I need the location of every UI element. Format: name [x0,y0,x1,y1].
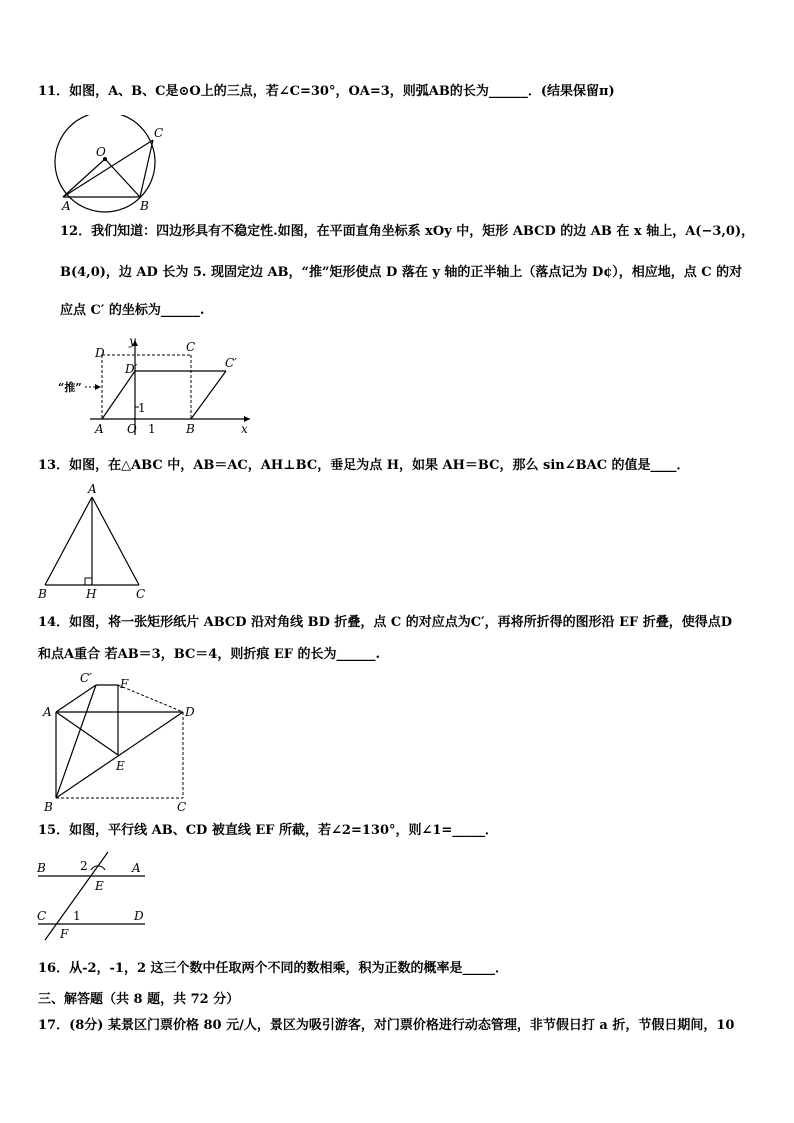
q15-label-f: F [60,927,69,941]
q12-label-d: D [95,346,105,360]
q11-label-c: C [154,126,164,140]
q14-line-2: 和点A重合 若AB＝3，BC＝4，则折痕 EF 的长为______. [38,647,381,662]
q15-label-a: A [132,861,141,875]
q13-text: 13．如图，在△ABC 中，AB＝AC，AH⊥BC，垂足为点 H，如果 AH＝BC，那么 sin∠BAC 的值是____． [38,458,690,473]
q14-label-d: D [185,705,195,719]
q14-label-b: B [44,800,53,814]
q13-label-b: B [38,587,47,601]
q12-label-cp: C′ [225,356,237,370]
q13-triangle-figure [35,480,155,605]
q17-text: 17．(8分) 某景区门票价格 80 元/人，景区为吸引游客，对门票价格进行动态管理，非节假日打 a 折，节假日期间，10 [38,1018,735,1033]
q12-label-push: “推” [58,381,82,394]
q11-text: 11．如图，A、B、C是⊙O上的三点，若∠C=30°，OA=3，则弧AB的长为______．(结果保留π) [38,84,615,99]
q14-label-e: E [116,759,125,773]
q15-label-b: B [37,861,46,875]
q13-label-h: H [86,587,97,601]
q12-label-y: y [129,335,136,348]
q12-line-3: 应点 C′ 的坐标为______. [60,303,205,318]
q11-label-b: B [140,199,149,213]
q15-label-d: D [134,909,144,923]
q14-label-c: C [177,800,187,814]
q15-label-two: 2 [80,859,88,873]
q11-label-a: A [62,199,71,213]
q16-text: 16．从-2，-1，2 这三个数中任取两个不同的数相乘，积为正数的概率是_____． [38,961,509,976]
q14-label-cp: C′ [80,671,92,685]
q12-label-c: C [186,340,196,354]
q11-label-o: O [96,145,106,159]
q13-label-a: A [88,482,97,496]
q12-label-o: O [127,422,137,436]
q14-label-a: A [43,705,52,719]
q12-label-x: x [241,422,248,436]
q15-label-c: C [37,909,47,923]
q12-label-one-x: 1 [148,422,156,436]
q12-label-a: A [95,422,104,436]
q15-label-e: E [95,879,104,893]
q11-circle-figure [50,115,170,215]
q12-line-2: B(4,0)，边 AD 长为 5. 现固定边 AB，“推”矩形使点 D 落在 y 轴的正半轴上（落点记为 D¢），相应地，点 C 的对 [60,265,743,280]
section-3-heading: 三、解答题（共 8 题，共 72 分） [38,992,240,1007]
q14-fold-figure [38,670,208,815]
q15-label-one: 1 [73,909,81,923]
q15-text: 15．如图，平行线 AB、CD 被直线 EF 所截，若∠2=130°，则∠1=_____． [38,823,498,838]
q12-coordinate-figure [55,335,255,440]
q14-label-f: F [120,677,129,691]
q12-line-1: 12．我们知道：四边形具有不稳定性.如图，在平面直角坐标系 xOy 中，矩形 ABCD 的边 AB 在 x 轴上，A(−3,0)， [60,224,755,239]
q14-line-1: 14．如图，将一张矩形纸片 ABCD 沿对角线 BD 折叠，点 C 的对应点为C′，再将所折得的图形沿 EF 折叠，使得点D [38,615,733,630]
q12-label-b: B [186,422,195,436]
q15-parallel-figure [35,850,155,945]
q12-label-dp: D′ [125,362,138,376]
q13-label-c: C [136,587,146,601]
q12-label-one-y: 1 [138,401,146,415]
